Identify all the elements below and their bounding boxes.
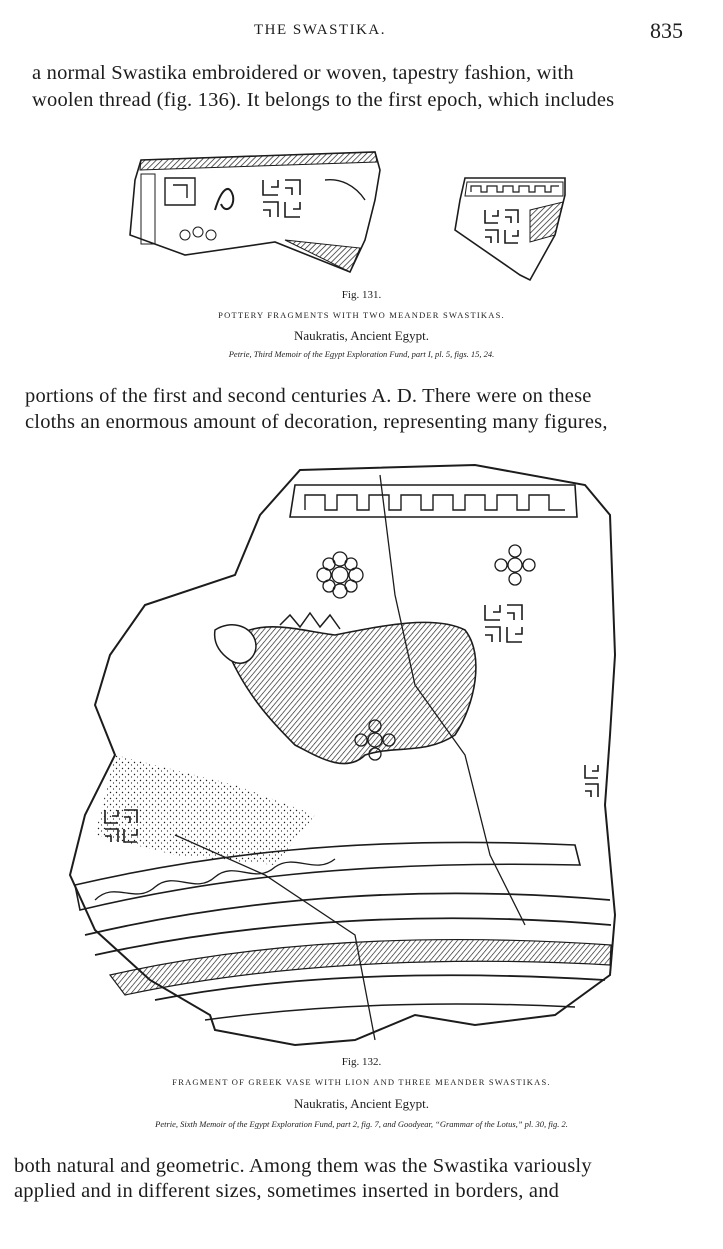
meander-swastika-icon (585, 765, 598, 797)
body-text-line: cloths an enormous amount of decoration, representing many figures, (25, 411, 608, 433)
lion-figure (225, 622, 476, 763)
fig132-title: FRAGMENT OF GREEK VASE WITH LION AND THREE MEANDER SWASTIKAS. (172, 1077, 551, 1087)
body-text-line: applied and in different sizes, sometimes inserted in borders, and (14, 1180, 560, 1202)
fig132-location: Naukratis, Ancient Egypt. (293, 1096, 430, 1111)
fig131-illustration (125, 140, 575, 290)
body-text-line: both natural and geometric. Among them was the Swastika variously (14, 1155, 592, 1177)
body-text-line: portions of the first and second centuries A. D. There were on these (25, 385, 592, 407)
meander-swastika-icon (485, 210, 518, 243)
meander-swastika-icon (485, 605, 522, 642)
fig131-number: Fig. 131. (341, 289, 382, 301)
fig131-location: Naukratis, Ancient Egypt. (293, 328, 430, 343)
running-header-title: THE SWASTIKA. (254, 22, 386, 38)
body-text-line: a normal Swastika embroidered or woven, tapestry fashion, with (32, 62, 574, 84)
fig132-number: Fig. 132. (341, 1056, 382, 1068)
rosette-icon (495, 545, 535, 585)
fig131-source: Petrie, Third Memoir of the Egypt Exploration Fund, part I, pl. 5, figs. 15, 24. (228, 349, 495, 359)
body-text-line: woolen thread (fig. 136). It belongs to the first epoch, which includes (32, 89, 615, 111)
meander-swastika-icon (263, 180, 300, 217)
fig132-source: Petrie, Sixth Memoir of the Egypt Exploration Fund, part 2, fig. 7, and Goodyear, “Grammar of the Lotus,” pl. 30, fig. 2. (155, 1119, 568, 1129)
rosette-icon (317, 552, 363, 598)
fig131-title: POTTERY FRAGMENTS WITH TWO MEANDER SWASTIKAS. (218, 310, 505, 320)
fig132-illustration (55, 455, 625, 1050)
page-number: 835 (650, 18, 683, 43)
